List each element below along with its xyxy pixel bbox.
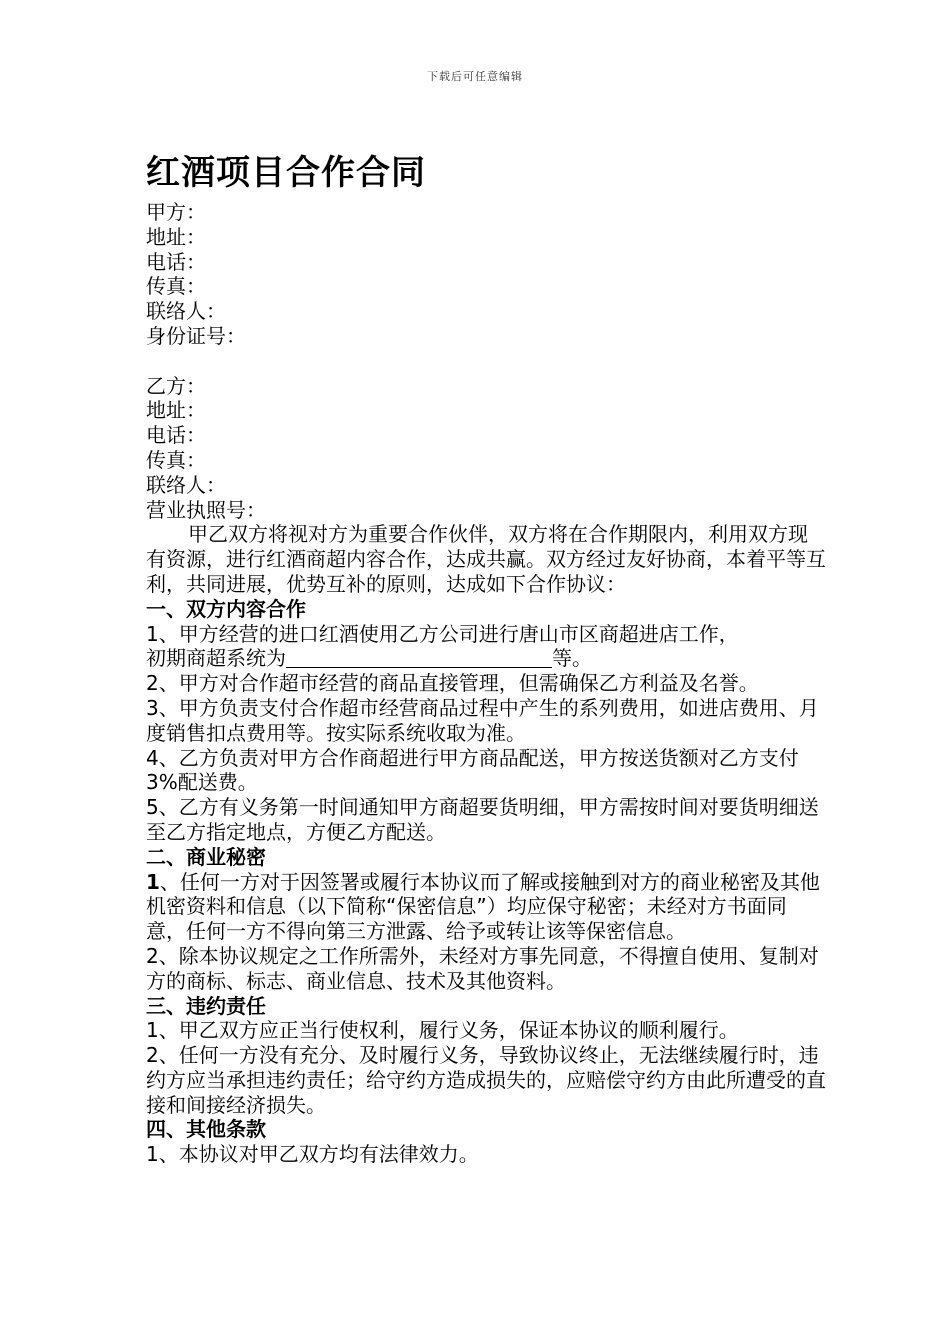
- section-4-heading: 四、其他条款: [146, 1117, 266, 1142]
- contract-title: 红酒项目合作合同: [146, 153, 426, 193]
- party-a-address-label: 地址：: [146, 224, 206, 249]
- party-a-fax-label: 传真：: [146, 274, 206, 299]
- section-1-clause-5: 5、乙方有义务第一时间通知甲方商超要货明细，甲方需按时间对要货明细送至乙方指定地点，方便乙方配送。: [146, 795, 819, 844]
- party-a-block: [146, 200, 826, 349]
- clause-text: 、任何一方对于因签署或履行本协议而了解或接触到对方的商业秘密及其他机密资料和信息（以下简称“保密信息”）均应保守秘密；未经对方书面同意，任何一方不得向第三方泄露、给予或转让该等保密信息。: [146, 869, 820, 944]
- section-1-heading: 一、双方内容合作: [146, 596, 306, 621]
- party-b-phone-label: 电话：: [146, 423, 206, 448]
- preamble-paragraph: 甲乙双方将视对方为重要合作伙伴，双方将在合作期限内，利用双方现有资源，进行红酒商超内容合作，达成共赢。双方经过友好协商，本着平等互利，共同进展，优势互补的原则，达成如下合作协议：: [146, 522, 826, 596]
- party-b-license-label: 营业执照号：: [146, 497, 266, 522]
- section-3-heading: 三、违约责任: [146, 993, 266, 1018]
- section-1-clause-4: 4、乙方负责对甲方合作商超进行甲方商品配送，甲方按送货额对乙方支付 3%配送费。: [146, 745, 799, 795]
- section-3-clause-2: 2、任何一方没有充分、及时履行义务，导致协议终止，无法继续履行时，违约方应当承担违约责任；给守约方造成损失的，应赔偿守约方由此所遭受的直接和间接经济损失。: [146, 1043, 826, 1117]
- party-a-id-label: 身份证号：: [146, 323, 246, 348]
- supermarket-system-blank[interactable]: [286, 647, 552, 668]
- section-1-clause-1-line-2: [146, 646, 826, 671]
- party-b-block: [146, 374, 826, 523]
- party-b-fax-label: 传真：: [146, 447, 206, 472]
- section-2-clause-2: 2、除本协议规定之工作所需外，未经对方事先同意，不得擅自使用、复制对方的商标、标志、商业信息、技术及其他资料。: [146, 943, 819, 993]
- party-b-contact-label: 联络人：: [146, 472, 226, 497]
- party-b-address-label: 地址：: [146, 398, 206, 423]
- party-b-name-label: 乙方：: [146, 373, 206, 398]
- spacer: [146, 349, 826, 374]
- party-a-contact-label: 联络人：: [146, 299, 226, 324]
- contract-body: [146, 200, 826, 1167]
- section-1-clause-1-line-1: 1、甲方经营的进口红酒使用乙方公司进行唐山市区商超进店工作，: [146, 621, 739, 646]
- party-a-name-label: 甲方：: [146, 200, 206, 224]
- party-a-phone-label: 电话：: [146, 249, 206, 274]
- section-3-clause-1: 1、甲乙双方应正当行使权利，履行义务，保证本协议的顺利履行。: [146, 1018, 739, 1043]
- clause-1-suffix: 等。: [552, 646, 592, 671]
- section-1-clause-2: 2、甲方对合作超市经营的商品直接管理，但需确保乙方利益及名誉。: [146, 671, 759, 696]
- section-2-clause-1: [146, 870, 826, 944]
- section-2-heading: 二、商业秘密: [146, 844, 266, 869]
- section-4-clause-1: 1、本协议对甲乙双方均有法律效力。: [146, 1142, 479, 1167]
- section-1-clause-3: 3、甲方负责支付合作超市经营商品过程中产生的系列费用，如进店费用、月度销售扣点费用等。按实际系统收取为准。: [146, 695, 819, 745]
- clause-1-prefix: 初期商超系统为: [146, 646, 286, 671]
- header-note: 下载后可任意编辑: [427, 70, 523, 83]
- clause-number: 1: [146, 869, 160, 894]
